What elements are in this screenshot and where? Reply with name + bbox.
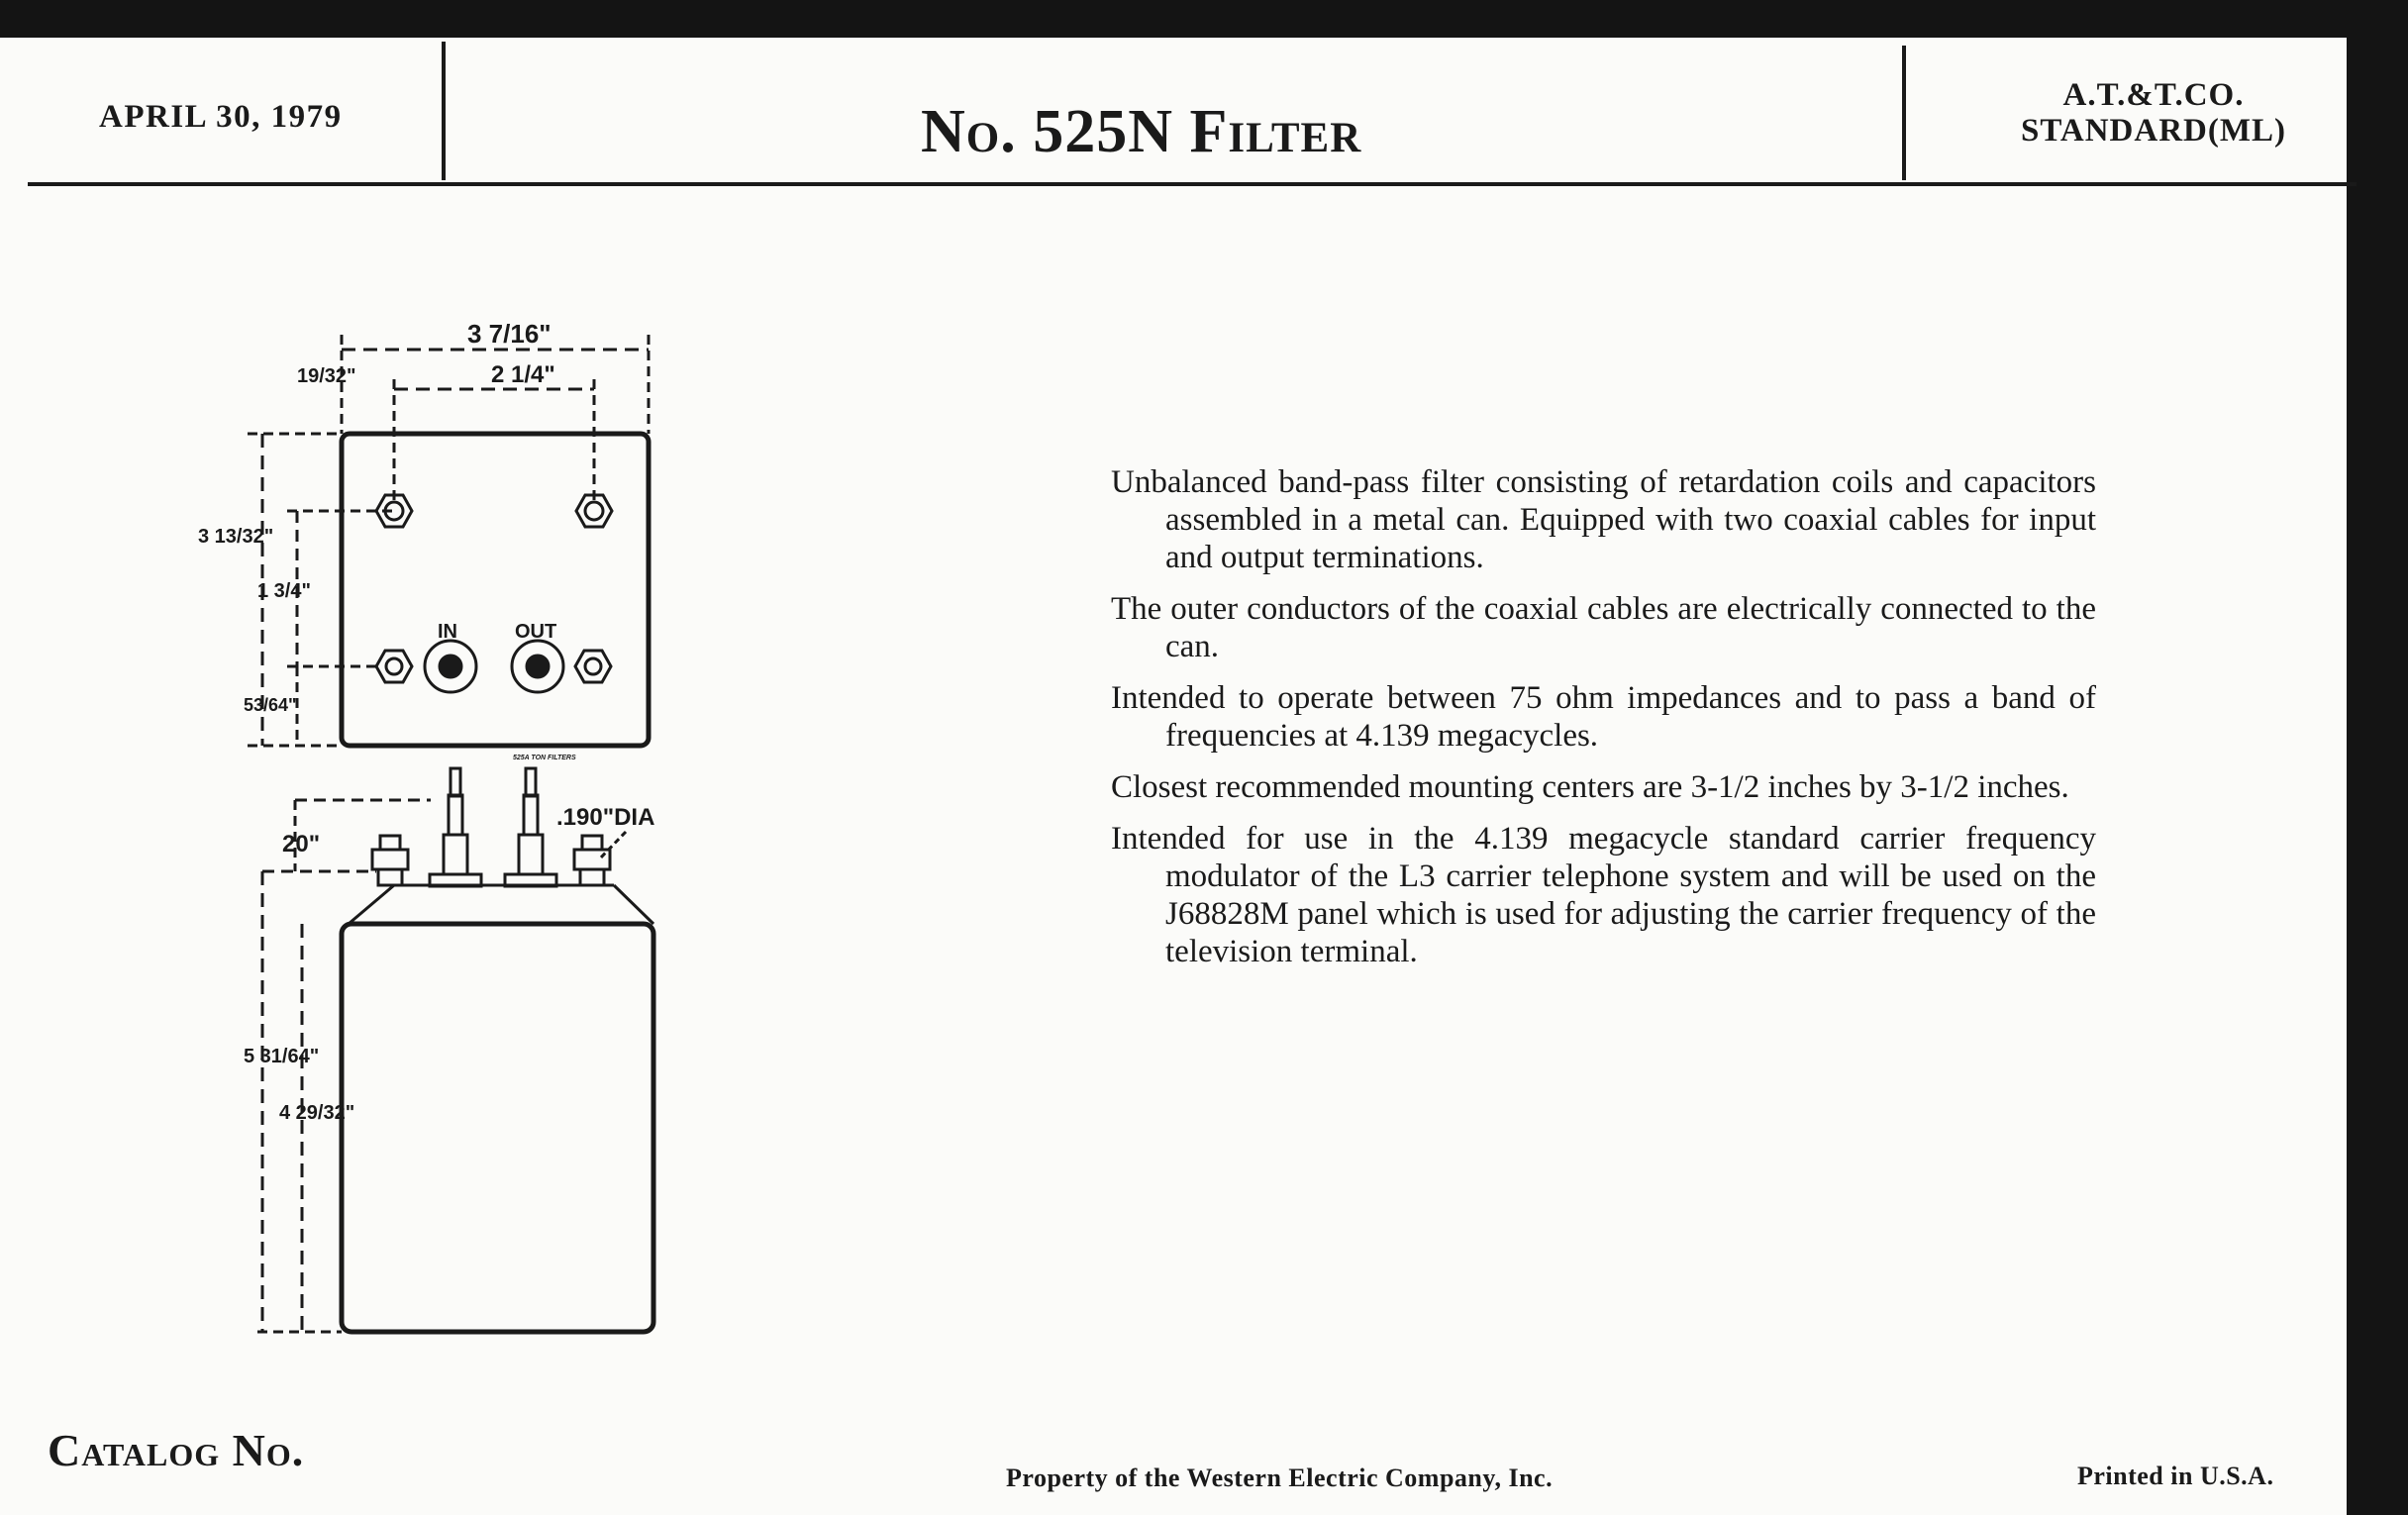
dim-bottom-offset-label: 53/64": [244, 695, 297, 715]
can-top-edge: [614, 885, 653, 924]
dim-left-offset-label: 19/32": [297, 365, 356, 387]
header-divider-left: [442, 42, 446, 180]
can-top-edge: [349, 885, 394, 924]
description-paragraph: Unbalanced band-pass filter consisting of retardation coils and capacitors assembled in a metal can. Equipped with two coaxial cables for input and output terminations.: [1111, 464, 2096, 575]
dim-terminal-height-label: 20": [282, 831, 321, 858]
top-view-outline: [342, 434, 649, 746]
dim-total-height-label: 5 31/64": [244, 1046, 320, 1067]
header-rule: [28, 182, 2357, 186]
in-label: IN: [438, 621, 457, 643]
description-paragraph: Intended for use in the 4.139 megacycle standard carrier frequency modulator of the L3 carrier telephone system and will be used on the J68828M panel which is used for adjusting the carrier frequency of the television terminal.: [1111, 821, 2096, 969]
coax-cable-icon: [505, 768, 556, 886]
dim-can-height-label: 4 29/32": [279, 1102, 355, 1124]
property-notice: Property of the Western Electric Company, Inc.: [1006, 1464, 1554, 1492]
header-divider-right: [1902, 46, 1906, 180]
description-paragraph: The outer conductors of the coaxial cables are electrically connected to the can.: [1111, 591, 2096, 664]
dim-hole-vertical-label: 1 3/4": [257, 580, 311, 602]
scan-top-border: [0, 0, 2408, 38]
standard-company: A.T.&T.CO.: [2062, 77, 2245, 113]
catalog-number-label: Catalog No.: [48, 1425, 305, 1475]
dim-height-label: 3 13/32": [198, 526, 274, 548]
plate-marking: 525A TON FILTERS: [513, 755, 576, 761]
terminal-stud-icon: [574, 836, 610, 885]
printed-notice: Printed in U.S.A.: [2077, 1462, 2274, 1490]
description-paragraph: Intended to operate between 75 ohm impedances and to pass a band of frequencies at 4.139 megacycles.: [1111, 680, 2096, 754]
out-connector-icon: [512, 641, 563, 692]
out-label: OUT: [515, 621, 557, 643]
filter-drawing: [198, 295, 752, 1384]
issue-date: APRIL 30, 1979: [99, 99, 343, 135]
dim-width-label: 3 7/16": [467, 319, 552, 349]
catalog-card: [0, 38, 2347, 1515]
in-connector-icon: [425, 641, 476, 692]
terminal-stud-icon: [372, 836, 408, 885]
dim-hole-spacing-label: 2 1/4": [491, 361, 555, 388]
mounting-nut-icon: [376, 651, 412, 682]
page-title: No. 525N Filter: [921, 98, 1362, 165]
coax-cable-icon: [430, 768, 481, 886]
description-text: [1111, 463, 2096, 984]
scan-right-border: [2347, 0, 2408, 1515]
mounting-nut-icon: [575, 651, 611, 682]
standard-type: STANDARD(ML): [2020, 113, 2287, 149]
can-body: [342, 924, 653, 1332]
standard-label: [1965, 77, 2342, 149]
side-view: [244, 768, 654, 1332]
dim-cable-dia-label: .190"DIA: [556, 804, 655, 831]
top-view: [198, 319, 649, 761]
description-paragraph: Closest recommended mounting centers are 3-1/2 inches by 3-1/2 inches.: [1111, 769, 2069, 805]
